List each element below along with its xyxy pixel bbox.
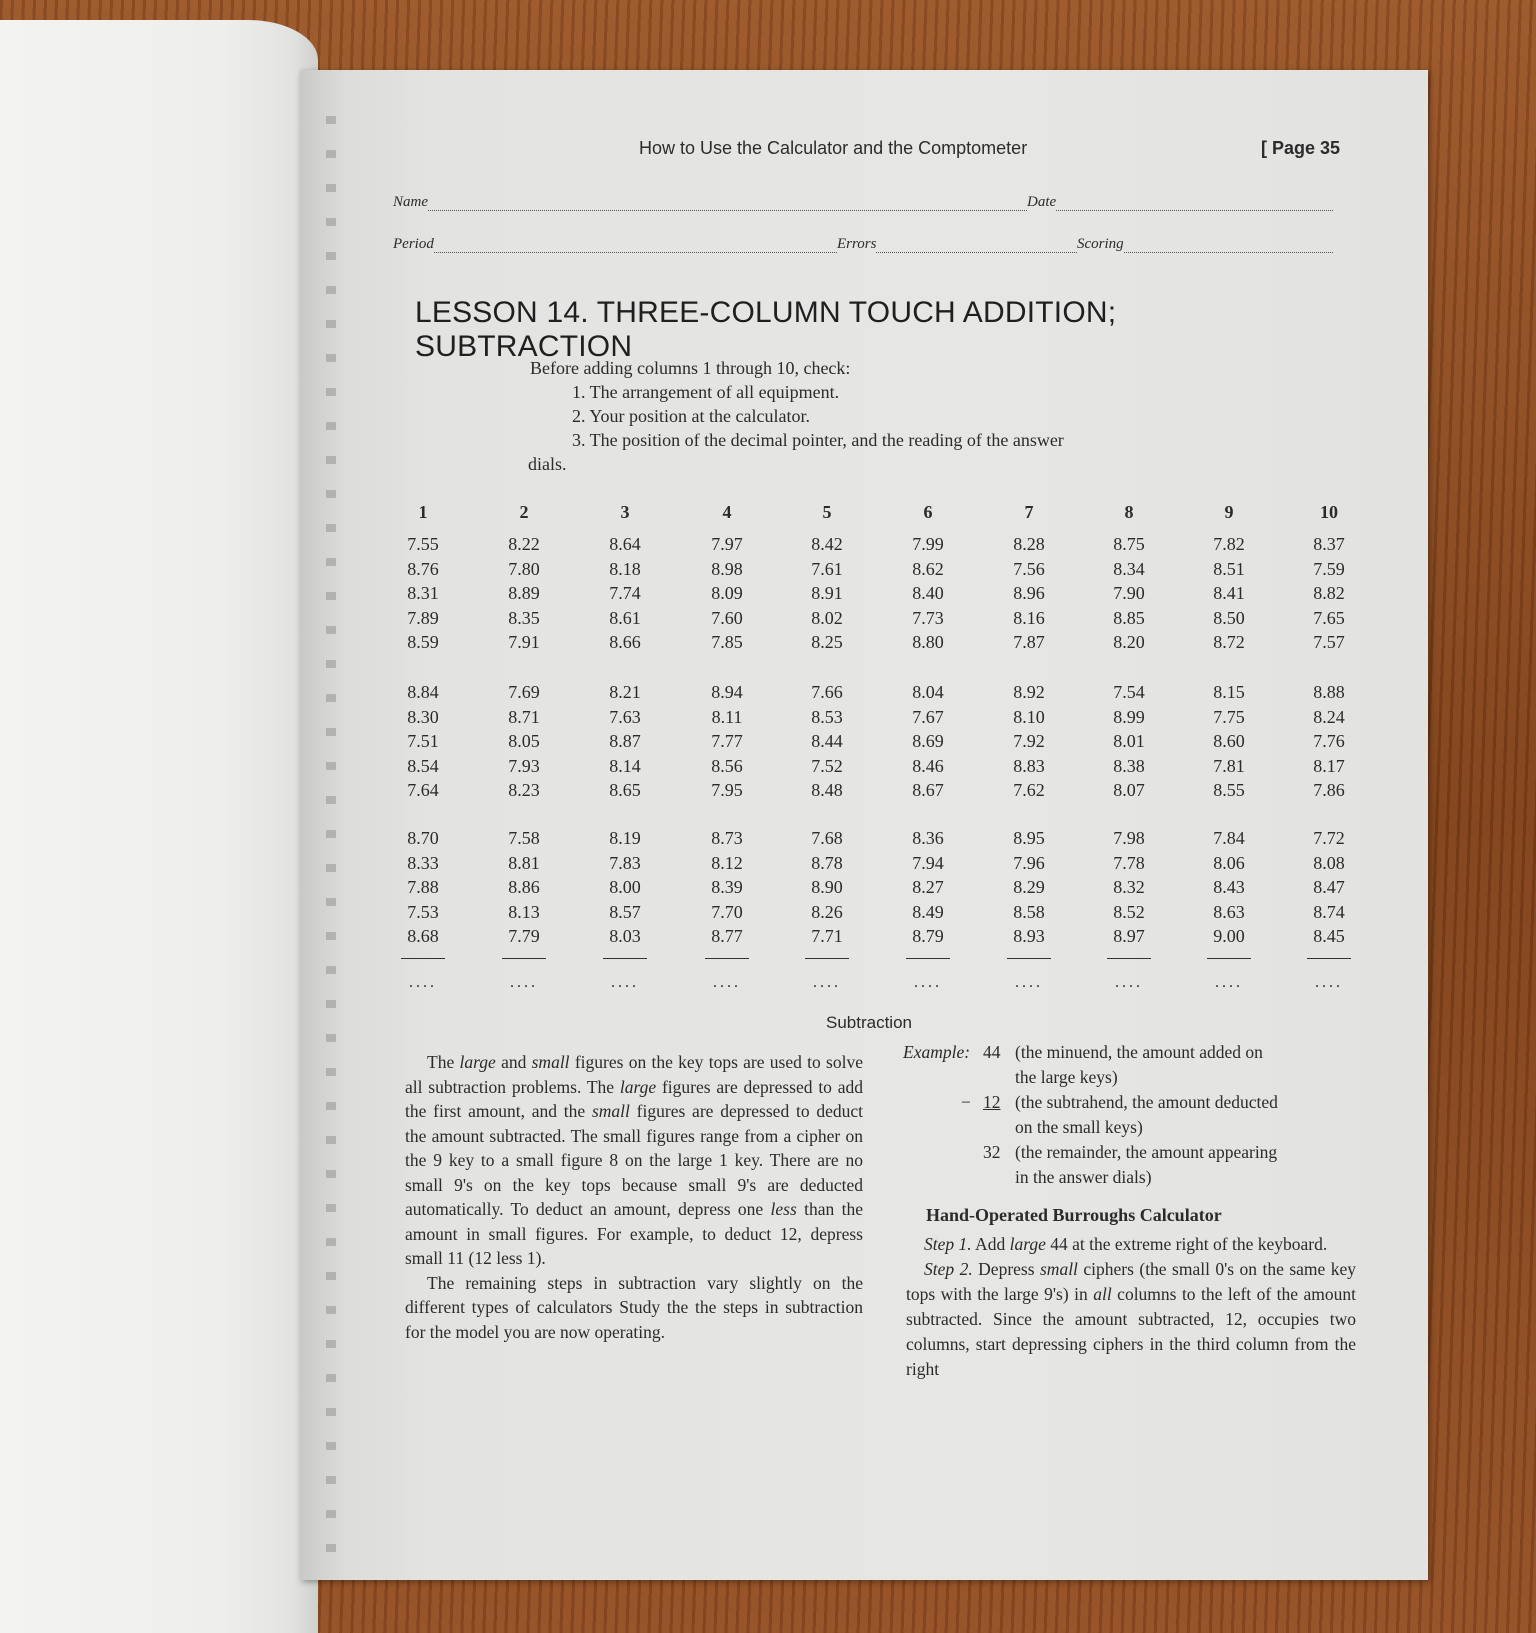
addend-value: 8.80 (912, 632, 944, 652)
addend-value: 8.71 (508, 706, 540, 727)
answer-rule (1207, 958, 1251, 959)
addend-value: 8.52 (1113, 901, 1145, 922)
addend-value: 7.55 (407, 534, 439, 554)
addend-value: 8.30 (407, 706, 439, 727)
binding-holes (326, 90, 336, 1570)
answer-blank[interactable]: .... (1315, 974, 1343, 991)
addend-value: 8.94 (711, 682, 743, 702)
addend-value: 8.92 (1013, 682, 1045, 702)
addend-value: 7.56 (1013, 558, 1045, 579)
period-field[interactable] (434, 237, 837, 253)
addend-value: 7.52 (811, 755, 843, 776)
addend-value: 7.85 (711, 632, 743, 652)
date-label: Date (1027, 194, 1057, 210)
remainder-value: 32 (983, 1142, 1001, 1162)
addend-value: 7.59 (1313, 558, 1345, 579)
addend-value: 8.69 (912, 731, 944, 751)
addend-value: 8.61 (609, 607, 641, 628)
left-page (0, 20, 318, 1633)
addend-value: 8.01 (1113, 731, 1145, 751)
addend-value: 7.74 (609, 583, 641, 603)
addend-value: 8.88 (1313, 682, 1345, 702)
addend-value: 7.99 (912, 534, 944, 554)
addend-value: 8.16 (1013, 607, 1045, 628)
addend-value: 8.42 (811, 534, 843, 554)
text-run: small (591, 1101, 630, 1121)
addend-value: 8.97 (1113, 926, 1145, 946)
addend-value: 8.12 (711, 852, 743, 873)
addend-value: 8.43 (1213, 877, 1245, 897)
addend-value: 8.20 (1113, 632, 1145, 652)
answer-blank[interactable]: .... (813, 974, 841, 991)
text-run: columns to the left of the amount subtracted. Since the amount subtracted, 12, occupies two columns, start depressing ciphers in the third column from the right (906, 1284, 1356, 1379)
addend-value: 7.68 (811, 828, 843, 848)
addend-value: 8.14 (609, 755, 641, 776)
addend-value: 8.58 (1013, 901, 1045, 922)
addend-value: 8.02 (811, 607, 843, 628)
answer-rule (401, 958, 445, 959)
text-run: figures are depressed to deduct the amount subtracted. The small figures range from a cipher on the 9 key to a small figure 8 on the large 1 key. There are no small 9's on the key tops because small 9's are deducted automatically. To deduct an amount, depress one (405, 1101, 863, 1219)
addend-value: 8.64 (609, 534, 641, 554)
addend-value: 7.63 (609, 706, 641, 727)
column-header: 5 (822, 502, 832, 522)
addend-value: 8.15 (1213, 682, 1245, 702)
step-1 (906, 1232, 1356, 1257)
check-item-continuation: dials. (528, 454, 567, 474)
addend-value: 7.65 (1313, 607, 1345, 628)
text-run: and (495, 1052, 532, 1072)
scoring-label: Scoring (1077, 236, 1124, 252)
page-number: [ Page 35 (1260, 138, 1340, 158)
burroughs-steps (906, 1232, 1356, 1382)
addend-value: 7.53 (407, 901, 439, 922)
addend-value: 7.89 (407, 607, 439, 628)
addend-value: 7.75 (1213, 706, 1245, 727)
text-run: The (427, 1052, 460, 1072)
minuend-value: 44 (983, 1042, 1001, 1062)
addend-value: 8.99 (1113, 706, 1145, 727)
subtraction-heading: Subtraction (826, 1013, 912, 1032)
name-label: Name (393, 194, 428, 210)
addend-value: 7.80 (508, 558, 540, 579)
addend-value: 7.54 (1113, 682, 1145, 702)
addend-value: 8.40 (912, 583, 944, 603)
addend-value: 7.82 (1213, 534, 1245, 554)
addend-value: 7.93 (508, 755, 540, 776)
addend-value: 8.23 (508, 780, 540, 800)
running-header (400, 138, 1340, 162)
check-item: 3. The position of the decimal pointer, and the reading of the answer (572, 430, 1064, 450)
addend-value: 8.47 (1313, 877, 1345, 897)
addend-value: 7.90 (1113, 583, 1145, 603)
addend-value: 8.04 (912, 682, 944, 702)
minuend-text-cont: the large keys) (1015, 1067, 1118, 1087)
addend-value: 8.65 (609, 780, 641, 800)
addend-value: 7.87 (1013, 632, 1045, 652)
period-label: Period (393, 236, 434, 252)
addend-value: 8.89 (508, 583, 540, 603)
scoring-field[interactable] (1124, 237, 1333, 253)
addend-value: 8.21 (609, 682, 641, 702)
addend-value: 8.87 (609, 731, 641, 751)
step-label: Step 1. (924, 1234, 972, 1254)
addend-value: 8.82 (1313, 583, 1345, 603)
column-header: 9 (1224, 502, 1234, 522)
text-run: all (1093, 1284, 1112, 1304)
addend-value: 8.07 (1113, 780, 1145, 800)
subtraction-paragraph-2: The remaining steps in subtraction vary slightly on the different types of calculators Study the the steps in subtraction for the model you are now operating. (405, 1272, 863, 1342)
addend-value: 7.94 (912, 852, 944, 873)
addend-value: 8.26 (811, 901, 843, 922)
answer-blank[interactable]: .... (611, 974, 639, 991)
text-run: large (1009, 1234, 1046, 1254)
subtrahend-value: 12 (983, 1092, 1001, 1112)
addend-value: 8.50 (1213, 607, 1245, 628)
addend-value: 8.84 (407, 682, 439, 702)
name-field[interactable] (428, 195, 1027, 211)
addend-value: 8.93 (1013, 926, 1045, 946)
answer-rule (1307, 958, 1351, 959)
column-header: 3 (620, 502, 630, 522)
check-item: 1. The arrangement of all equipment. (572, 382, 840, 402)
addend-value: 8.78 (811, 852, 843, 873)
running-title: How to Use the Calculator and the Comptometer (639, 138, 1028, 158)
addend-value: 9.00 (1213, 926, 1245, 946)
addend-value: 7.84 (1213, 828, 1245, 848)
answer-blank[interactable]: .... (713, 974, 741, 991)
addend-value: 8.10 (1013, 706, 1045, 727)
addend-value: 8.95 (1013, 828, 1045, 848)
intro-lead: Before adding columns 1 through 10, check: (530, 358, 851, 378)
addend-value: 8.37 (1313, 534, 1345, 554)
column-header: 6 (923, 502, 933, 522)
addend-value: 8.75 (1113, 534, 1145, 554)
addend-value: 7.97 (711, 534, 743, 554)
addend-value: 8.31 (407, 583, 439, 603)
addend-value: 8.59 (407, 632, 439, 652)
addend-value: 8.05 (508, 731, 540, 751)
answer-rule (705, 958, 749, 959)
addend-value: 8.03 (609, 926, 641, 946)
addend-value: 8.32 (1113, 877, 1145, 897)
addend-value: 8.27 (912, 877, 944, 897)
addend-value: 8.46 (912, 755, 944, 776)
addend-value: 8.53 (811, 706, 843, 727)
addend-value: 7.60 (711, 607, 743, 628)
addend-value: 7.61 (811, 558, 843, 579)
remainder-text: (the remainder, the amount appearing (1015, 1142, 1278, 1162)
addend-value: 7.66 (811, 682, 843, 702)
addend-value: 8.25 (811, 632, 843, 652)
addend-value: 8.08 (1313, 852, 1345, 873)
answer-rule (906, 958, 950, 959)
remainder-text-cont: in the answer dials) (1015, 1167, 1152, 1187)
addend-value: 8.38 (1113, 755, 1145, 776)
addend-value: 7.86 (1313, 780, 1345, 800)
addend-value: 8.91 (811, 583, 843, 603)
addend-value: 8.39 (711, 877, 743, 897)
example-label: Example: (903, 1042, 971, 1062)
addend-value: 8.17 (1313, 755, 1345, 776)
burroughs-heading: Hand-Operated Burroughs Calculator (926, 1205, 1222, 1225)
text-run: less (770, 1199, 797, 1219)
addend-value: 7.73 (912, 607, 944, 628)
addend-value: 8.00 (609, 877, 641, 897)
addend-value: 7.58 (508, 828, 540, 848)
lesson-title: LESSON 14. THREE-COLUMN TOUCH ADDITION; SUBTRACTION (415, 296, 1117, 363)
addend-value: 8.28 (1013, 534, 1045, 554)
step-2 (906, 1257, 1356, 1382)
addend-value: 8.54 (407, 755, 439, 776)
addend-value: 7.64 (407, 780, 439, 800)
addend-value: 8.66 (609, 632, 641, 652)
addend-value: 7.95 (711, 780, 743, 800)
answer-blank[interactable]: .... (1015, 974, 1043, 991)
addend-value: 8.36 (912, 828, 944, 848)
addend-value: 8.13 (508, 901, 540, 922)
addend-value: 7.77 (711, 731, 743, 751)
intro-checklist (530, 356, 1230, 476)
text-run: small (531, 1052, 570, 1072)
addend-value: 8.57 (609, 901, 641, 922)
addend-value: 7.67 (912, 706, 944, 727)
addend-value: 8.11 (711, 706, 743, 727)
errors-field[interactable] (876, 237, 1077, 253)
addend-value: 8.86 (508, 877, 540, 897)
addend-value: 7.91 (508, 632, 540, 652)
addend-value: 8.85 (1113, 607, 1145, 628)
answer-blank[interactable]: .... (409, 974, 437, 991)
addend-value: 8.55 (1213, 780, 1245, 800)
text-run: 44 at the extreme right of the keyboard. (1045, 1234, 1328, 1254)
text-run: small (1040, 1259, 1078, 1279)
answer-rule (502, 958, 546, 959)
addend-value: 7.88 (407, 877, 439, 897)
addend-value: 7.96 (1013, 852, 1045, 873)
addend-value: 8.22 (508, 534, 540, 554)
minus-sign: − (961, 1092, 971, 1112)
name-date-line (393, 194, 1343, 220)
addend-value: 7.62 (1013, 780, 1045, 800)
addend-value: 8.24 (1313, 706, 1345, 727)
addend-value: 8.45 (1313, 926, 1345, 946)
text-run: large (619, 1076, 657, 1097)
column-header: 2 (519, 502, 529, 522)
text-run: large (459, 1052, 496, 1072)
addend-value: 8.60 (1213, 731, 1245, 751)
text-run: Add (971, 1234, 1010, 1254)
addend-value: 7.81 (1213, 755, 1245, 776)
column-header: 7 (1024, 502, 1034, 522)
addend-value: 8.96 (1013, 583, 1045, 603)
answer-rule (1107, 958, 1151, 959)
errors-label: Errors (837, 236, 877, 252)
addend-value: 8.09 (711, 583, 743, 603)
minuend-text: (the minuend, the amount added on (1015, 1042, 1263, 1062)
addend-value: 8.76 (407, 558, 439, 579)
addend-value: 8.51 (1213, 558, 1245, 579)
answer-rules (388, 958, 1338, 960)
text-run: figures on the key tops are used to solve all subtraction problems. The (405, 1052, 863, 1097)
addend-value: 8.72 (1213, 632, 1245, 652)
addend-value: 8.83 (1013, 755, 1045, 776)
addend-value: 7.57 (1313, 632, 1345, 652)
column-header: 10 (1320, 502, 1338, 522)
addend-value: 8.62 (912, 558, 944, 579)
column-header: 4 (722, 502, 732, 522)
addend-value: 8.74 (1313, 901, 1345, 922)
addend-value: 8.56 (711, 755, 743, 776)
addend-value: 8.44 (811, 731, 843, 751)
addend-value: 8.41 (1213, 583, 1245, 603)
answer-rule (603, 958, 647, 959)
date-field[interactable] (1056, 195, 1333, 211)
subtraction-paragraph-1 (405, 1050, 863, 1271)
addend-value: 7.72 (1313, 828, 1345, 848)
addend-value: 7.98 (1113, 828, 1145, 848)
addend-value: 8.19 (609, 828, 641, 848)
addend-value: 8.68 (407, 926, 439, 946)
addend-value: 7.51 (407, 731, 439, 751)
addend-value: 8.79 (912, 926, 944, 946)
addend-value: 8.49 (912, 901, 944, 922)
addend-value: 8.35 (508, 607, 540, 628)
text-run: than the amount in small figures. For example, to deduct 12, depress small 11 (12 less 1). (405, 1199, 863, 1268)
text-run: ciphers (the small 0's on the same key tops with the large 9's) in (906, 1259, 1357, 1304)
addend-value: 8.29 (1013, 877, 1045, 897)
step-label: Step 2. (924, 1259, 973, 1279)
addend-value: 7.83 (609, 852, 641, 873)
addend-value: 8.70 (407, 828, 439, 848)
addend-value: 7.69 (508, 682, 540, 702)
addend-value: 8.33 (407, 852, 439, 873)
addend-value: 8.98 (711, 558, 743, 579)
answer-blank[interactable]: .... (914, 974, 942, 991)
addend-value: 7.70 (711, 901, 743, 922)
subtrahend-text: (the subtrahend, the amount deducted (1015, 1092, 1278, 1112)
addend-value: 8.67 (912, 780, 944, 800)
period-errors-scoring-line (393, 236, 1343, 262)
addend-value: 8.63 (1213, 901, 1245, 922)
answer-blank[interactable]: .... (1215, 974, 1243, 991)
text-run: figures are depressed to add the first amount, and the (405, 1076, 863, 1121)
answer-blank[interactable]: .... (1115, 974, 1143, 991)
column-header: 1 (418, 502, 428, 522)
addend-value: 8.06 (1213, 852, 1245, 873)
addend-value: 8.81 (508, 852, 540, 873)
addend-value: 8.73 (711, 828, 743, 848)
addend-value: 8.90 (811, 877, 843, 897)
column-header: 8 (1124, 502, 1134, 522)
check-item: 2. Your position at the calculator. (572, 406, 810, 426)
subtraction-explanation (405, 1050, 863, 1344)
addend-value: 7.78 (1113, 852, 1145, 873)
subtrahend-text-cont: on the small keys) (1015, 1117, 1143, 1137)
addend-value: 7.92 (1013, 731, 1045, 751)
answer-rule (1007, 958, 1051, 959)
addend-value: 8.48 (811, 780, 843, 800)
subtraction-example (903, 1040, 1353, 1190)
addend-value: 7.71 (811, 926, 843, 946)
answer-rule (805, 958, 849, 959)
text-run: Depress (972, 1259, 1040, 1279)
addend-value: 8.34 (1113, 558, 1145, 579)
addend-value: 8.18 (609, 558, 641, 579)
answer-blank[interactable]: .... (510, 974, 538, 991)
addend-value: 7.76 (1313, 731, 1345, 751)
addend-value: 7.79 (508, 926, 540, 946)
addend-value: 8.77 (711, 926, 743, 946)
